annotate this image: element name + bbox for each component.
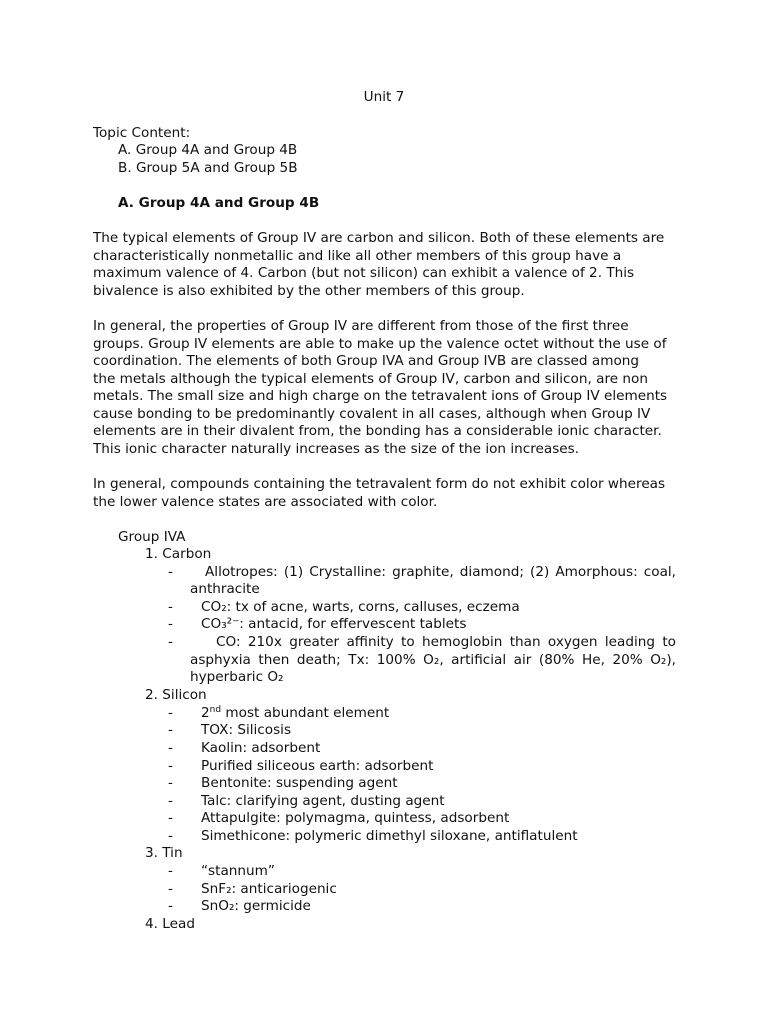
paragraph-3	[93, 476, 683, 511]
carbon-bullet-allotropes: Allotropes: (1) Crystalline: graphite, diamond; (2) Amorphous: coal,	[205, 564, 676, 580]
topic-item-b: B. Group 5A and Group 5B	[118, 160, 298, 176]
bullet-dash: -	[168, 863, 173, 879]
bullet-dash: -	[168, 758, 173, 774]
silicon-bullet: Attapulgite: polymagma, quintess, adsorbent	[201, 810, 510, 826]
silicon-bullet: Purified siliceous earth: adsorbent	[201, 758, 434, 774]
paragraph-line: the metals although the typical elements of Group IV, carbon and silicon, are non	[93, 370, 648, 387]
carbon-bullet-co: CO: 210x greater affinity to hemoglobin than oxygen leading to	[216, 634, 676, 650]
carbon-bullet-co-cont: asphyxia then death; Tx: 100% O₂, artificial air (80% He, 20% O₂),	[190, 652, 676, 668]
bullet-dash: -	[168, 775, 173, 791]
paragraph-line: coordination. The elements of both Group IVA and Group IVB are classed among	[93, 353, 640, 369]
silicon-bullet: Kaolin: adsorbent	[201, 740, 321, 756]
paragraph-2	[93, 318, 683, 458]
list-item-silicon: 2. Silicon	[145, 687, 207, 703]
paragraph-line: bivalence is also exhibited by the other members of this group.	[93, 282, 525, 299]
topic-label: Topic Content:	[93, 125, 191, 141]
paragraph-line: the lower valence states are associated with color.	[93, 493, 438, 510]
bullet-dash: -	[168, 810, 173, 826]
bullet-dash: -	[168, 828, 173, 844]
bullet-dash: -	[168, 722, 173, 738]
carbon-bullet-allotropes-cont: anthracite	[190, 581, 260, 597]
bullet-dash: -	[168, 705, 173, 721]
carbon-bullet-co2: CO₂: tx of acne, warts, corns, calluses, eczema	[201, 599, 520, 615]
paragraph-line: metals. The small size and high charge on the tetravalent ions of Group IV elements	[93, 388, 668, 404]
list-item-carbon: 1. Carbon	[145, 546, 212, 562]
paragraph-line: groups. Group IV elements are able to make up the valence octet without the use of	[93, 335, 667, 352]
bullet-dash: -	[168, 564, 173, 580]
paragraph-line: characteristically nonmetallic and like all other members of this group have a	[93, 247, 622, 264]
silicon-bullet: TOX: Silicosis	[201, 722, 292, 738]
bullet-dash: -	[168, 793, 173, 809]
carbon-bullet-co3: CO₃²⁻: antacid, for effervescent tablets	[201, 616, 467, 632]
paragraph-line: maximum valence of 4. Carbon (but not silicon) can exhibit a valence of 2. This	[93, 265, 635, 281]
tin-bullet: SnO₂: germicide	[201, 898, 311, 914]
list-item-tin: 3. Tin	[145, 845, 183, 861]
paragraph-line: In general, compounds containing the tetravalent form do not exhibit color whereas	[93, 476, 666, 492]
bullet-dash: -	[168, 881, 173, 897]
bullet-dash: -	[168, 634, 173, 650]
bullet-dash: -	[168, 898, 173, 914]
unit-title: Unit 7	[363, 89, 405, 105]
list-item-lead: 4. Lead	[145, 916, 195, 932]
bullet-dash: -	[168, 616, 173, 632]
topic-item-a: A. Group 4A and Group 4B	[118, 142, 298, 158]
bullet-dash: -	[168, 599, 173, 615]
silicon-bullet: Bentonite: suspending agent	[201, 775, 398, 791]
silicon-bullet: Simethicone: polymeric dimethyl siloxane, antiflatulent	[201, 828, 578, 844]
silicon-bullet: Talc: clarifying agent, dusting agent	[201, 793, 445, 809]
paragraph-1	[93, 230, 683, 300]
tin-bullet: SnF₂: anticariogenic	[201, 881, 337, 897]
paragraph-line: cause bonding to be predominantly covalent in all cases, although when Group IV	[93, 405, 651, 422]
silicon-bullet-abundance: 2nd most abundant element	[201, 705, 390, 721]
carbon-bullet-co-cont: hyperbaric O₂	[190, 669, 284, 685]
tin-bullet: “stannum”	[201, 863, 275, 879]
paragraph-line: This ionic character naturally increases as the size of the ion increases.	[93, 440, 580, 457]
paragraph-line: The typical elements of Group IV are carbon and silicon. Both of these elements are	[93, 230, 665, 246]
paragraph-line: In general, the properties of Group IV are different from those of the first three	[93, 318, 629, 334]
paragraph-line: elements are in their divalent from, the bonding has a considerable ionic character.	[93, 423, 662, 439]
group-label: Group IVA	[118, 529, 186, 545]
section-heading: A. Group 4A and Group 4B	[118, 195, 320, 211]
bullet-dash: -	[168, 740, 173, 756]
